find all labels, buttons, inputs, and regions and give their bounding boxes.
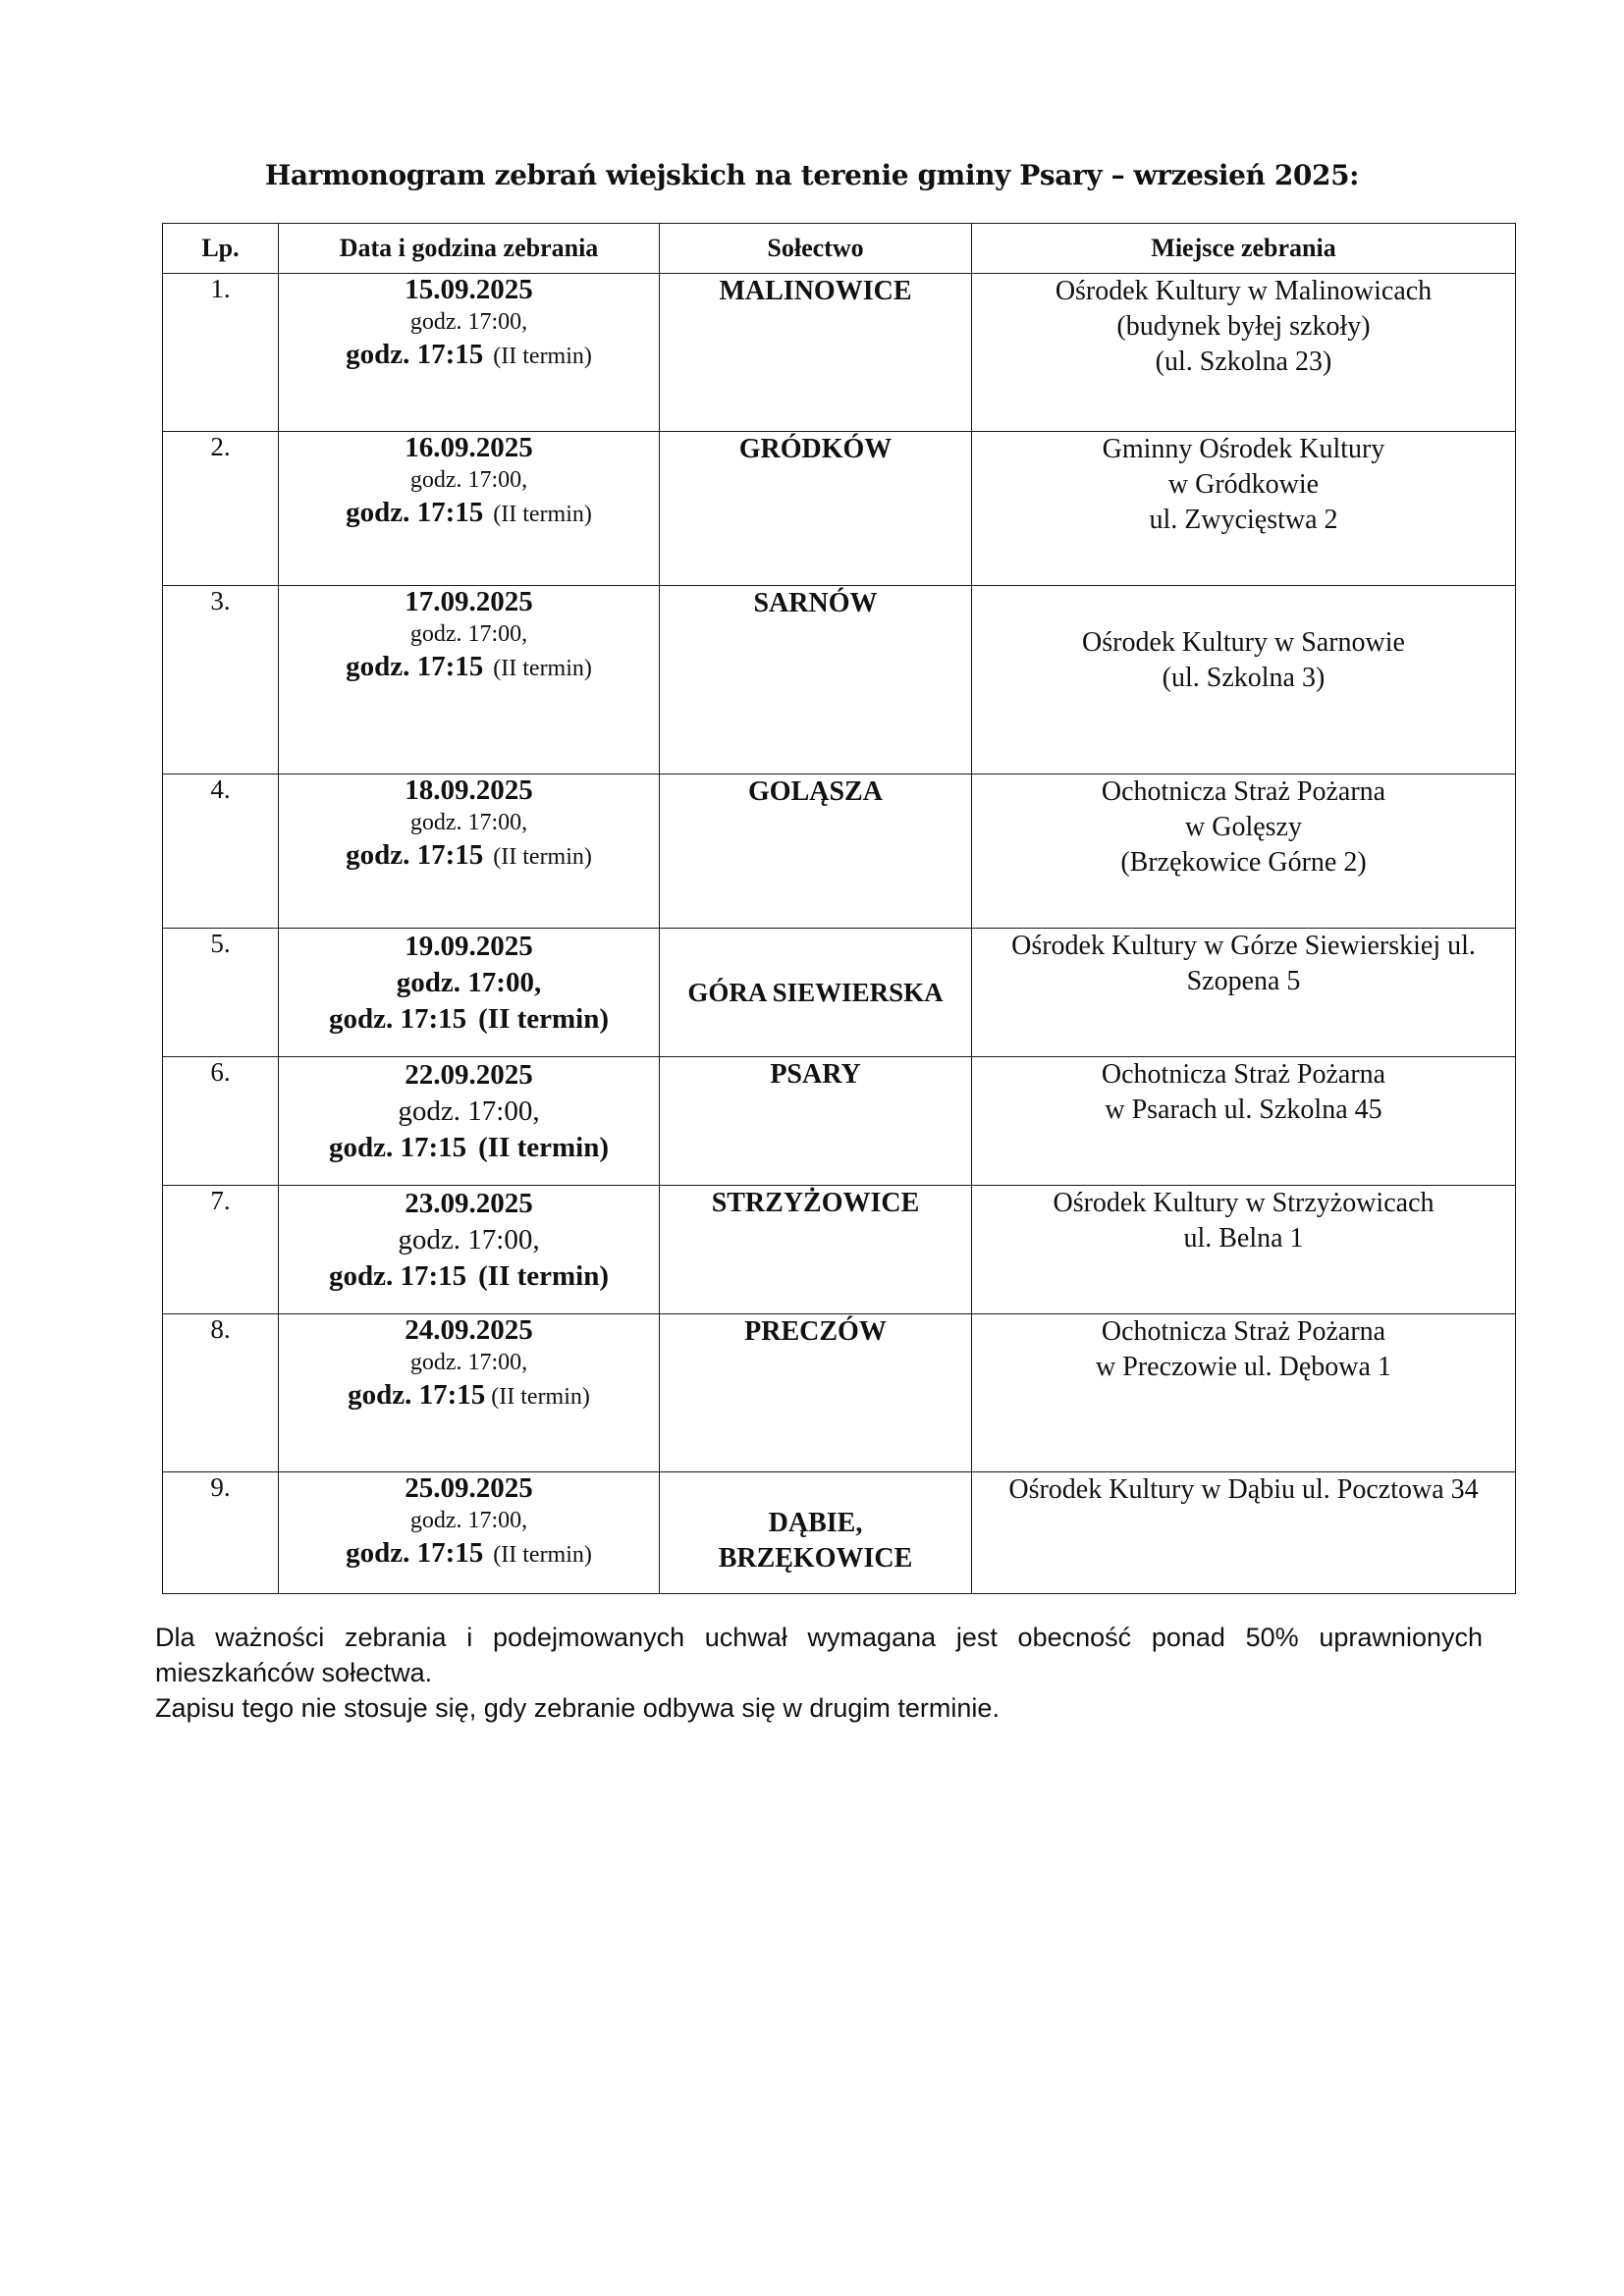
second-term-time: godz. 17:15 — [346, 497, 484, 528]
table-row — [163, 774, 1516, 929]
second-term-label: (II termin) — [491, 1384, 590, 1410]
place-line: ul. Zwycięstwa 2 — [1149, 505, 1338, 535]
first-term-time: godz. 17:00, — [398, 1095, 540, 1127]
table-row — [163, 586, 1516, 774]
meeting-date-cell — [279, 274, 660, 432]
place-line: Ośrodek Kultury w Górze Siewierskiej ul. — [1011, 931, 1476, 961]
village-name: PRECZÓW — [660, 1314, 972, 1472]
table-row — [163, 432, 1516, 586]
row-number: 1. — [163, 274, 279, 432]
place-line: Ochotnicza Straż Pożarna — [1101, 1059, 1386, 1090]
row-number: 7. — [163, 1186, 279, 1314]
second-term — [279, 1379, 659, 1415]
second-term-time: godz. 17:15 — [346, 1537, 484, 1569]
table-row — [163, 274, 1516, 432]
second-term — [279, 497, 659, 533]
meeting-date-cell — [279, 774, 660, 929]
meeting-place — [972, 586, 1516, 774]
header-place: Miejsce zebrania — [972, 224, 1516, 274]
meeting-place — [972, 1314, 1516, 1472]
place-line: w Psarach ul. Szkolna 45 — [1105, 1095, 1382, 1125]
row-number: 5. — [163, 929, 279, 1057]
second-term-time: godz. 17:15 — [346, 839, 484, 871]
second-term — [279, 1001, 659, 1041]
village-name: GOLĄSZA — [660, 774, 972, 929]
footer-note — [155, 1620, 1483, 1726]
table-header-row — [163, 224, 1516, 274]
table-row — [163, 1057, 1516, 1186]
place-line: Ośrodek Kultury w Strzyżowicach — [1053, 1188, 1435, 1218]
meeting-date: 17.09.2025 — [405, 586, 533, 617]
place-line: (budynek byłej szkoły) — [1116, 311, 1371, 342]
meeting-date-cell — [279, 432, 660, 586]
place-line: (Brzękowice Górne 2) — [1120, 847, 1367, 878]
place-line: ul. Belna 1 — [1183, 1223, 1304, 1254]
row-number: 6. — [163, 1057, 279, 1186]
meeting-date-cell — [279, 1472, 660, 1594]
first-term-time: godz. 17:00, — [396, 967, 542, 998]
meeting-date: 15.09.2025 — [405, 274, 533, 305]
row-number: 4. — [163, 774, 279, 929]
meeting-place — [972, 1186, 1516, 1314]
second-term-time: godz. 17:15 — [328, 1132, 467, 1163]
second-term — [279, 839, 659, 876]
place-line: w Golęszy — [1185, 812, 1302, 842]
meeting-place — [972, 1057, 1516, 1186]
village-name-line: BRZĘKOWICE — [718, 1543, 913, 1574]
second-term-time: godz. 17:15 — [328, 1260, 467, 1292]
village-name: PSARY — [660, 1057, 972, 1186]
village-name: STRZYŻOWICE — [660, 1186, 972, 1314]
place-line: Ochotnicza Straż Pożarna — [1101, 776, 1386, 807]
place-line: (ul. Szkolna 3) — [1162, 663, 1326, 693]
first-term-time: godz. 17:00, — [409, 309, 528, 335]
meeting-schedule-table — [162, 223, 1516, 1594]
header-village: Sołectwo — [660, 224, 972, 274]
second-term-label: (II termin) — [493, 844, 592, 870]
header-date: Data i godzina zebrania — [279, 224, 660, 274]
village-name-line: DĄBIE, — [768, 1508, 863, 1538]
place-line: w Preczowie ul. Dębowa 1 — [1096, 1352, 1391, 1382]
table-row — [163, 1472, 1516, 1594]
place-line: Ośrodek Kultury w Sarnowie — [1082, 627, 1405, 658]
second-term-label: (II termin) — [478, 1260, 610, 1292]
second-term — [279, 651, 659, 687]
first-term-time: godz. 17:00, — [409, 621, 528, 647]
meeting-date: 19.09.2025 — [405, 931, 533, 962]
meeting-date-cell — [279, 1057, 660, 1186]
first-term-time: godz. 17:00, — [409, 467, 528, 493]
meeting-date: 16.09.2025 — [405, 432, 533, 463]
meeting-date: 23.09.2025 — [405, 1188, 533, 1219]
page-title: Harmonogram zebrań wiejskich na terenie gminy Psary – wrzesień 2025: — [264, 159, 1360, 191]
second-term-label: (II termin) — [493, 1542, 592, 1568]
meeting-date-cell — [279, 1186, 660, 1314]
village-name — [660, 1472, 972, 1594]
meeting-date-cell — [279, 586, 660, 774]
row-number: 8. — [163, 1314, 279, 1472]
quorum-requirement: Dla ważności zebrania i podejmowanych uchwał wymagana jest obecność ponad 50% uprawnionych mieszkańców sołectwa. — [155, 1623, 1483, 1687]
meeting-date: 24.09.2025 — [405, 1314, 533, 1346]
second-term-time: godz. 17:15 — [328, 1003, 467, 1035]
meeting-place — [972, 929, 1516, 1057]
second-term-label: (II termin) — [478, 1132, 610, 1163]
second-term-exception: Zapisu tego nie stosuje się, gdy zebranie odbywa się w drugim terminie. — [155, 1693, 1000, 1723]
table-row — [163, 1314, 1516, 1472]
second-term-label: (II termin) — [493, 502, 592, 527]
place-line: w Gródkowie — [1167, 469, 1320, 500]
second-term — [279, 1258, 659, 1299]
meeting-place — [972, 432, 1516, 586]
meeting-date-cell — [279, 929, 660, 1057]
meeting-date: 25.09.2025 — [405, 1472, 533, 1504]
second-term — [279, 1130, 659, 1170]
second-term — [279, 339, 659, 375]
first-term-time: godz. 17:00, — [409, 1350, 528, 1375]
meeting-date: 18.09.2025 — [405, 774, 533, 806]
second-term — [279, 1537, 659, 1574]
table-row — [163, 1186, 1516, 1314]
second-term-time: godz. 17:15 — [348, 1379, 486, 1411]
meeting-place — [972, 774, 1516, 929]
village-name: SARNÓW — [660, 586, 972, 774]
meeting-date: 22.09.2025 — [405, 1059, 533, 1091]
row-number: 9. — [163, 1472, 279, 1594]
place-line: Ośrodek Kultury w Dąbiu ul. Pocztowa 34 — [1008, 1474, 1479, 1505]
table-row — [163, 929, 1516, 1057]
first-term-time: godz. 17:00, — [409, 810, 528, 835]
place-line: (ul. Szkolna 23) — [1155, 347, 1332, 377]
meeting-place — [972, 274, 1516, 432]
place-line: Ochotnicza Straż Pożarna — [1101, 1316, 1386, 1347]
second-term-label: (II termin) — [493, 344, 592, 369]
place-line: Gminny Ośrodek Kultury — [1102, 434, 1385, 464]
meeting-date-cell — [279, 1314, 660, 1472]
village-name: MALINOWICE — [660, 274, 972, 432]
row-number: 3. — [163, 586, 279, 774]
first-term-time: godz. 17:00, — [409, 1508, 528, 1533]
first-term-time: godz. 17:00, — [398, 1224, 540, 1255]
second-term-label: (II termin) — [478, 1003, 610, 1035]
place-line: Szopena 5 — [1186, 966, 1301, 996]
row-number: 2. — [163, 432, 279, 586]
second-term-label: (II termin) — [493, 656, 592, 681]
place-line: Ośrodek Kultury w Malinowicach — [1055, 276, 1433, 306]
village-name: GÓRA SIEWIERSKA — [660, 929, 972, 1057]
meeting-place — [972, 1472, 1516, 1594]
header-lp: Lp. — [163, 224, 279, 274]
second-term-time: godz. 17:15 — [346, 651, 484, 682]
village-name: GRÓDKÓW — [660, 432, 972, 586]
second-term-time: godz. 17:15 — [346, 339, 484, 370]
